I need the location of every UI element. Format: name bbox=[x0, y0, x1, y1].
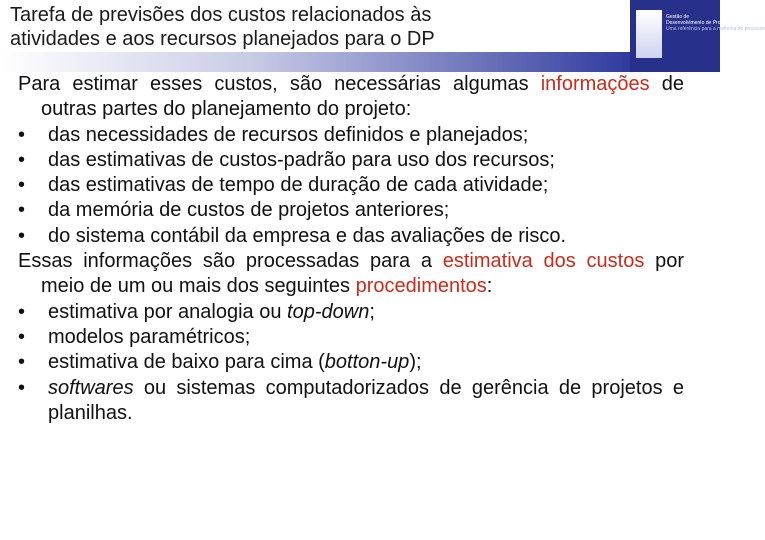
intro-highlight: informações bbox=[540, 73, 650, 95]
second-paragraph bbox=[18, 249, 684, 300]
bullet-icon: • bbox=[18, 325, 26, 348]
list-item bbox=[18, 300, 684, 325]
slide-title-line-2: atividades e aos recursos planejados para o DP bbox=[10, 28, 435, 50]
second-highlight-1: estimativa dos custos bbox=[442, 250, 645, 273]
bullet-icon: • bbox=[18, 199, 26, 222]
intro-text-post: de outras partes do planejamento do projeto: bbox=[41, 73, 684, 121]
list-item-text-end: ); bbox=[409, 351, 422, 374]
logo-line-1: Gestão de bbox=[666, 14, 690, 20]
logo-mark-icon bbox=[636, 10, 662, 58]
second-text-pre: Essas informações são processadas para a bbox=[18, 250, 443, 273]
second-highlight-2: procedimentos bbox=[355, 275, 487, 298]
list-item-italic: softwares bbox=[48, 376, 134, 399]
list-item bbox=[18, 325, 684, 350]
list-item bbox=[18, 224, 684, 249]
title-gradient-bar bbox=[0, 52, 630, 72]
list-item-text: do sistema contábil da empresa e das avaliações de risco. bbox=[48, 224, 567, 247]
list-item bbox=[18, 350, 684, 375]
intro-paragraph bbox=[18, 72, 684, 123]
list-item bbox=[18, 376, 684, 427]
list-item-text: das estimativas de custos-padrão para uso dos recursos; bbox=[48, 148, 555, 171]
bullet-icon: • bbox=[18, 224, 26, 247]
slide-title bbox=[10, 3, 620, 51]
logo-text bbox=[666, 14, 765, 32]
list-item-text-end: ; bbox=[369, 300, 375, 323]
list-item-text: da memória de custos de projetos anteriores; bbox=[48, 199, 450, 222]
slide-title-line-1: Tarefa de previsões dos custos relacionados às bbox=[10, 4, 432, 26]
logo-line-2: Desenvolvimento de Produtos bbox=[666, 20, 733, 26]
bullet-icon: • bbox=[18, 300, 26, 323]
list-item-text: estimativa por analogia ou bbox=[48, 300, 288, 323]
second-text-post: : bbox=[486, 275, 493, 298]
intro-text-pre: Para estimar esses custos, são necessárias algumas bbox=[18, 73, 541, 95]
list-item bbox=[18, 123, 684, 148]
list-item-text: estimativa de baixo para cima ( bbox=[48, 351, 325, 374]
list-item-text: modelos paramétricos; bbox=[48, 325, 251, 348]
list-item-text: das necessidades de recursos definidos e planejados; bbox=[48, 123, 529, 146]
bullet-icon: • bbox=[18, 351, 26, 374]
list-item bbox=[18, 198, 684, 223]
list-item-text: das estimativas de tempo de duração de cada atividade; bbox=[48, 174, 549, 197]
list-item-italic: botton-up bbox=[324, 351, 410, 374]
list-item-italic: top-down bbox=[287, 300, 370, 323]
logo-line-3: Uma referência para a melhoria do processo bbox=[666, 26, 765, 32]
logo bbox=[630, 0, 765, 72]
bullet-icon: • bbox=[18, 148, 26, 171]
second-text-mid: por meio de um ou mais dos seguintes bbox=[41, 250, 684, 298]
list-item bbox=[18, 173, 684, 198]
bullet-icon: • bbox=[18, 174, 26, 197]
bullet-icon: • bbox=[18, 123, 26, 146]
list-item bbox=[18, 148, 684, 173]
bullet-icon: • bbox=[18, 376, 26, 399]
list-item-text: ou sistemas computadorizados de gerência de projetos e planilhas. bbox=[48, 376, 684, 424]
slide-body bbox=[18, 72, 684, 426]
